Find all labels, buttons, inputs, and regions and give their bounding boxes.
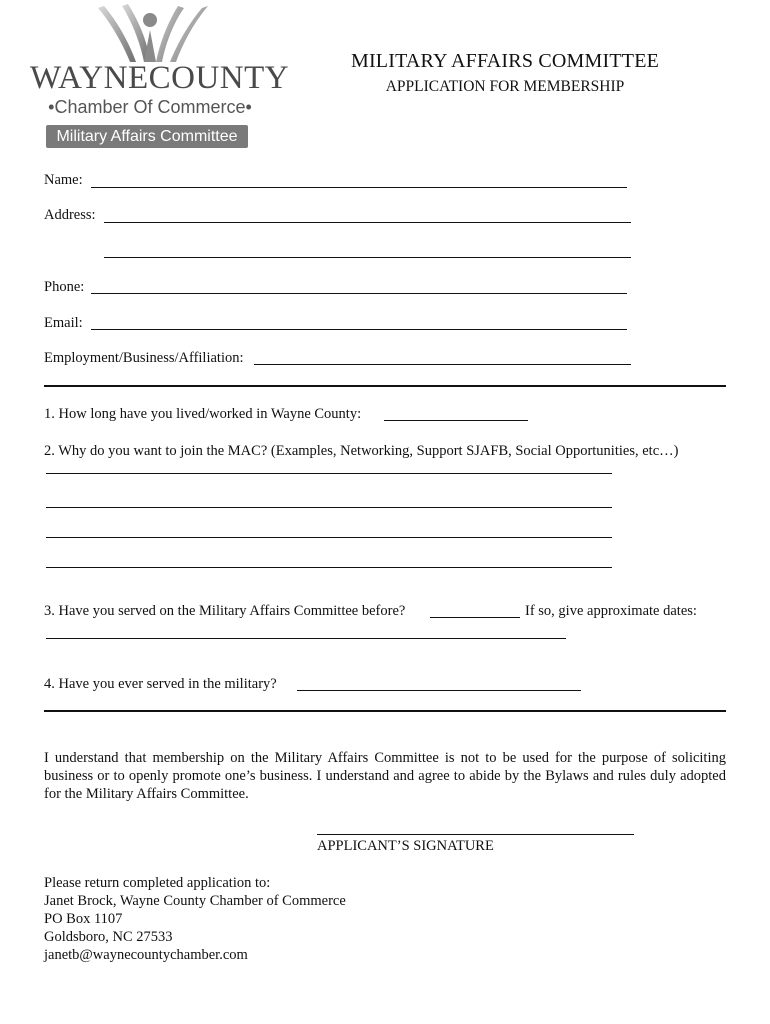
phone-label: Phone: (44, 279, 85, 295)
address-field-line2[interactable] (104, 257, 631, 258)
membership-statement: I understand that membership on the Military Affairs Committee is not to be used for the purpose of soliciting business or to openly promote one’s business. I understand and agree to abide by the Bylaws and rules duly adopted for the Military Affairs Committee. (44, 750, 726, 802)
question-1: 1. How long have you lived/worked in Wayne County: (44, 406, 362, 422)
return-po-box: PO Box 1107 (44, 911, 123, 927)
return-contact-name: Janet Brock, Wayne County Chamber of Commerce (44, 893, 346, 909)
question-2-field[interactable] (46, 507, 612, 508)
signature-field[interactable] (317, 834, 634, 835)
address-field[interactable] (104, 222, 631, 223)
email-field[interactable] (91, 329, 627, 330)
signature-label: APPLICANT’S SIGNATURE (317, 838, 494, 854)
section-divider (44, 710, 726, 712)
question-4: 4. Have you ever served in the military? (44, 676, 277, 692)
page-title: MILITARY AFFAIRS COMMITTEE (350, 50, 660, 72)
page-subtitle: APPLICATION FOR MEMBERSHIP (385, 78, 625, 95)
question-3-dates-label: If so, give approximate dates: (525, 603, 697, 619)
return-address (44, 874, 346, 964)
return-email: janetb@waynecountychamber.com (44, 947, 248, 963)
logo-name-part2: COUNTY (148, 60, 290, 96)
question-4-field[interactable] (297, 690, 581, 691)
question-2-field[interactable] (46, 567, 612, 568)
logo-subtitle: •Chamber Of Commerce• (48, 97, 252, 117)
question-3-field[interactable] (430, 617, 520, 618)
email-label: Email: (44, 315, 83, 331)
name-field[interactable] (91, 187, 627, 188)
logo-name-part1: WAYNE (30, 60, 149, 96)
logo-wordmark (30, 60, 290, 97)
question-2: 2. Why do you want to join the MAC? (Examples, Networking, Support SJAFB, Social Opportunities, etc…) (44, 443, 679, 459)
question-3: 3. Have you served on the Military Affairs Committee before? (44, 603, 406, 619)
question-3-dates-field[interactable] (46, 638, 566, 639)
section-divider (44, 385, 726, 387)
employment-label: Employment/Business/Affiliation: (44, 350, 244, 366)
phone-field[interactable] (91, 293, 627, 294)
return-instructions: Please return completed application to: (44, 875, 271, 891)
question-1-field[interactable] (384, 420, 528, 421)
address-label: Address: (44, 207, 96, 223)
logo-banner: Military Affairs Committee (46, 125, 248, 148)
question-2-field[interactable] (46, 537, 612, 538)
question-2-field[interactable] (46, 473, 612, 474)
employment-field[interactable] (254, 364, 631, 365)
return-city: Goldsboro, NC 27533 (44, 929, 173, 945)
name-label: Name: (44, 172, 83, 188)
